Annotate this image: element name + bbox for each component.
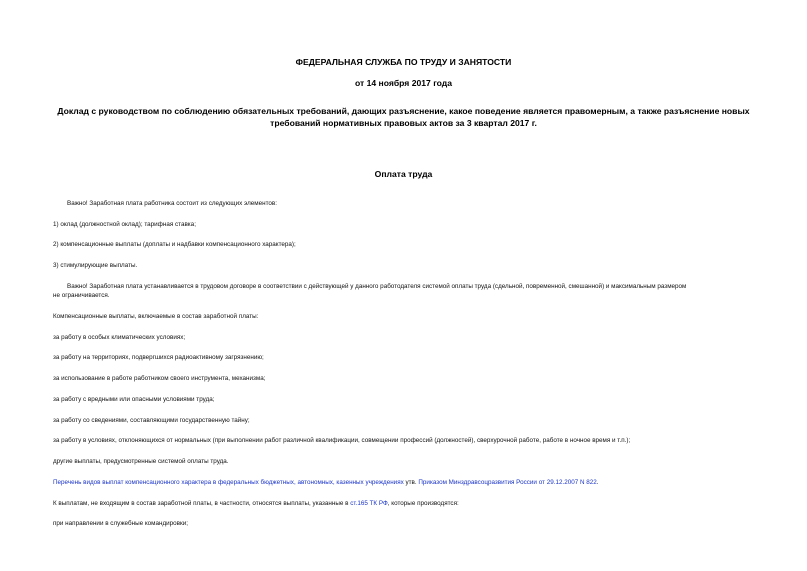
list-item-radioactive-territories: за работу на территориях, подвергшихся радиоактивному загрязнению; [53, 354, 264, 361]
paragraph-important-contract-line2: не ограничивается. [53, 292, 110, 299]
list-item-hazardous-conditions: за работу с вредными или опасными условиями труда; [53, 396, 215, 403]
document-title: Доклад с руководством по соблюдению обязательных требований, дающих разъяснение, какое поведение является правомерным, а также разъяснение новых требований нормативных правовых актов за 3 квартал 2017 г. [57, 106, 750, 128]
list-item-compensation-payments: 2) компенсационные выплаты (доплаты и надбавки компенсационного характера); [53, 241, 296, 248]
article-165-link[interactable]: ст.165 ТК РФ [350, 500, 388, 507]
period-text: . [596, 479, 599, 486]
paragraph-important-contract-line1: Важно! Заработная плата устанавливается в трудовом договоре в соответствии с действующей у данного работодателя системой оплаты труда (сдельной, повременной, смешанной) и максимальным размером [67, 283, 687, 290]
paragraph-important-salary-elements: Важно! Заработная плата работника состоит из следующих элементов: [67, 200, 277, 207]
non-salary-intro-text: К выплатам, не входящим в состав заработной платы, в частности, относятся выплаты, указанные в [53, 500, 351, 507]
list-item-state-secret: за работу со сведениями, составляющими государственную тайну; [53, 417, 250, 424]
list-item-own-instrument: за использование в работе работником своего инструмента, механизма; [53, 375, 266, 382]
document-date: от 14 ноября 2017 года [354, 78, 453, 88]
order-822-link[interactable]: Приказом Минздравсоцразвития России от 29.12.2007 N 822 [418, 479, 597, 486]
approved-text: утв. [403, 479, 419, 486]
list-item-incentive-payments: 3) стимулирующие выплаты. [53, 262, 138, 269]
section-title: Оплата труда [374, 169, 433, 179]
non-salary-end-text: , которые производятся: [387, 500, 459, 507]
agency-heading: ФЕДЕРАЛЬНАЯ СЛУЖБА ПО ТРУДУ И ЗАНЯТОСТИ [295, 57, 512, 67]
paragraph-non-salary-payments [53, 500, 459, 508]
list-item-business-trips: при направлении в служебные командировки; [53, 520, 189, 527]
paragraph-compensation-list-reference [53, 479, 599, 487]
list-item-climate-conditions: за работу в особых климатических условиях; [53, 334, 186, 341]
list-item-abnormal-conditions: за работу в условиях, отклоняющихся от нормальных (при выполнении работ различной квалификации, совмещении профессий (должностей), сверхурочной работе, работе в ночное время и т.п.); [53, 437, 631, 444]
list-item-salary-rate: 1) оклад (должностной оклад); тарифная ставка; [53, 221, 196, 228]
list-item-other-payments: другие выплаты, предусмотренные системой оплаты труда. [53, 458, 229, 465]
compensation-types-link[interactable]: Перечень видов выплат компенсационного характера в федеральных бюджетных, автономных, казенных учреждениях [53, 479, 404, 486]
paragraph-compensation-intro: Компенсационные выплаты, включаемые в состав заработной платы: [53, 313, 259, 320]
